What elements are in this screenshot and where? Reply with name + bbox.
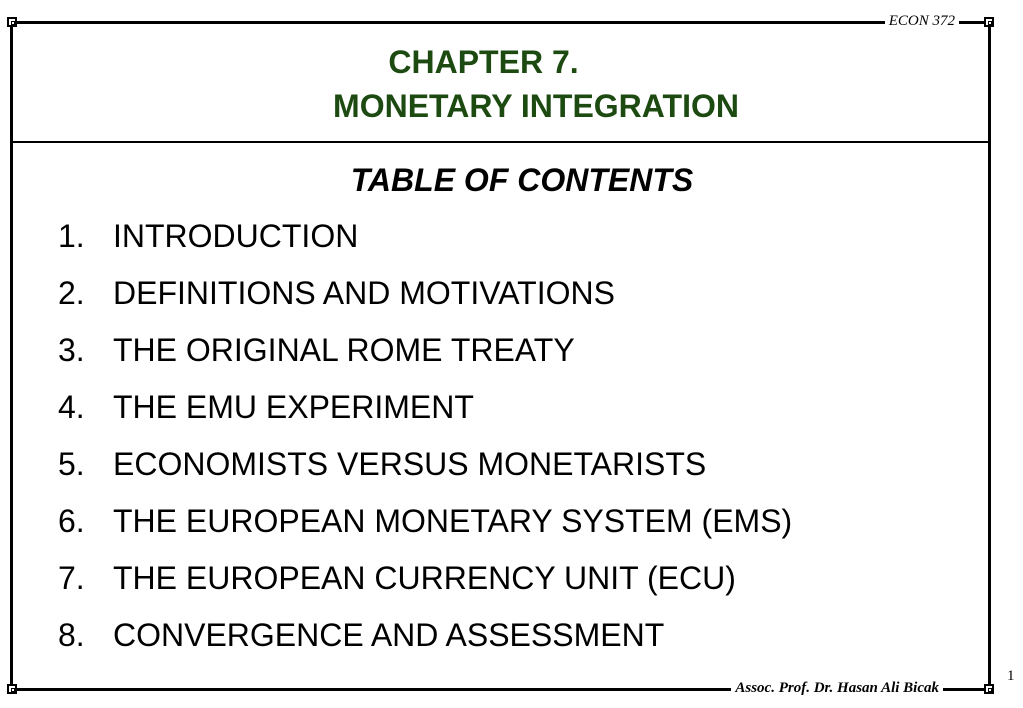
item-label: CONVERGENCE AND ASSESSMENT [113, 617, 665, 653]
list-item [58, 446, 792, 503]
item-number: 7. [58, 560, 85, 596]
list-item [58, 275, 792, 332]
item-label: THE EUROPEAN CURRENCY UNIT (ECU) [113, 560, 736, 596]
corner-ornament-icon [7, 17, 17, 27]
title-line-2: MONETARY INTEGRATION [333, 88, 739, 124]
item-label: DEFINITIONS AND MOTIVATIONS [113, 275, 615, 311]
toc-heading: TABLE OF CONTENTS [350, 162, 694, 198]
toc-list [58, 218, 792, 674]
item-number: 5. [58, 446, 85, 482]
item-number: 8. [58, 617, 85, 653]
page-number: 1 [1007, 668, 1015, 684]
title-line-1: CHAPTER 7. [388, 44, 579, 80]
corner-ornament-icon [7, 684, 17, 694]
item-label: THE ORIGINAL ROME TREATY [113, 332, 575, 368]
corner-ornament-icon [984, 17, 994, 27]
list-item [58, 560, 792, 617]
list-item [58, 503, 792, 560]
corner-ornament-icon [984, 684, 994, 694]
item-label: THE EMU EXPERIMENT [113, 389, 474, 425]
item-number: 1. [58, 218, 85, 254]
item-number: 2. [58, 275, 85, 311]
page-title [12, 40, 1000, 128]
item-number: 6. [58, 503, 85, 539]
item-number: 3. [58, 332, 85, 368]
list-item [58, 218, 792, 275]
list-item [58, 332, 792, 389]
title-divider [10, 141, 991, 143]
frame-top [14, 21, 992, 24]
item-label: ECONOMISTS VERSUS MONETARISTS [113, 446, 707, 482]
item-label: INTRODUCTION [113, 218, 359, 254]
item-label: THE EUROPEAN MONETARY SYSTEM (EMS) [113, 503, 793, 539]
course-label: ECON 372 [885, 13, 959, 30]
list-item [58, 389, 792, 446]
author-label: Assoc. Prof. Dr. Hasan Ali Bicak [731, 680, 943, 697]
list-item [58, 617, 792, 674]
item-number: 4. [58, 389, 85, 425]
